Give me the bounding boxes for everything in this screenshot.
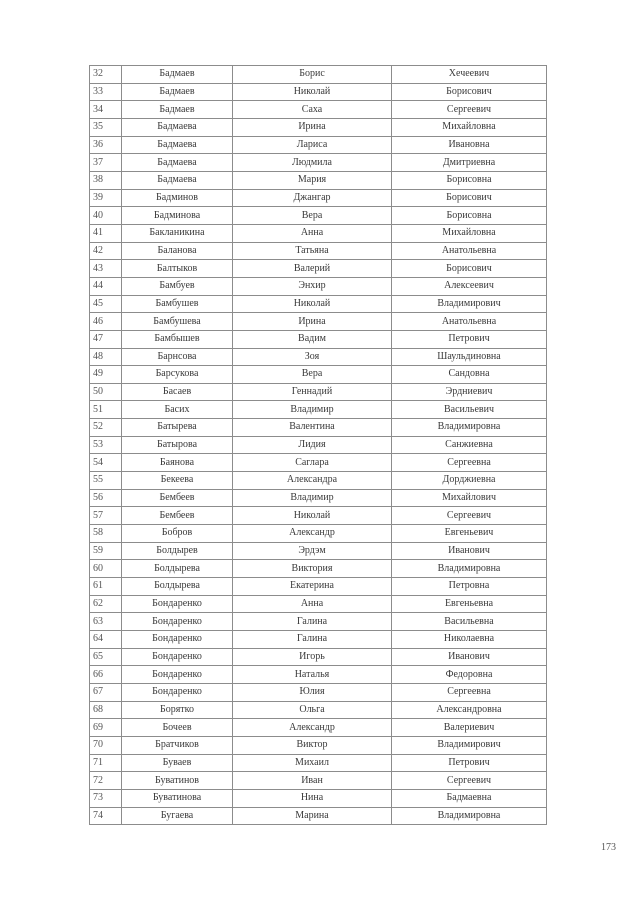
last-name-cell: Балтыков: [122, 260, 233, 278]
first-name-cell: Ольга: [233, 701, 392, 719]
first-name-cell: Ирина: [233, 118, 392, 136]
table-row: [90, 542, 547, 560]
table-row: [90, 578, 547, 596]
patronymic-cell: Анатольевна: [392, 313, 547, 331]
table-row: [90, 701, 547, 719]
first-name-cell: Александр: [233, 719, 392, 737]
first-name-cell: Михаил: [233, 754, 392, 772]
first-name-cell: Марина: [233, 807, 392, 825]
first-name-cell: Вадим: [233, 330, 392, 348]
patronymic-cell: Михайловна: [392, 118, 547, 136]
table-row: [90, 454, 547, 472]
table-row: [90, 436, 547, 454]
table-row: [90, 83, 547, 101]
row-number: 42: [90, 242, 122, 260]
patronymic-cell: Александровна: [392, 701, 547, 719]
last-name-cell: Буватинов: [122, 772, 233, 790]
row-number: 33: [90, 83, 122, 101]
last-name-cell: Бадмаева: [122, 118, 233, 136]
table-row: [90, 472, 547, 490]
patronymic-cell: Сергеевна: [392, 683, 547, 701]
last-name-cell: Бамбуев: [122, 277, 233, 295]
first-name-cell: Геннадий: [233, 383, 392, 401]
row-number: 73: [90, 789, 122, 807]
last-name-cell: Болдырева: [122, 578, 233, 596]
row-number: 69: [90, 719, 122, 737]
last-name-cell: Бондаренко: [122, 683, 233, 701]
first-name-cell: Анна: [233, 595, 392, 613]
last-name-cell: Бочеев: [122, 719, 233, 737]
last-name-cell: Бакланикина: [122, 224, 233, 242]
first-name-cell: Игорь: [233, 648, 392, 666]
last-name-cell: Бадмаева: [122, 154, 233, 172]
patronymic-cell: Анатольевна: [392, 242, 547, 260]
patronymic-cell: Сергеевна: [392, 454, 547, 472]
patronymic-cell: Эрдниевич: [392, 383, 547, 401]
last-name-cell: Батырова: [122, 436, 233, 454]
patronymic-cell: Борисович: [392, 260, 547, 278]
last-name-cell: Бондаренко: [122, 613, 233, 631]
last-name-cell: Буватинова: [122, 789, 233, 807]
last-name-cell: Бембеев: [122, 489, 233, 507]
row-number: 45: [90, 295, 122, 313]
table-row: [90, 736, 547, 754]
row-number: 54: [90, 454, 122, 472]
table-row: [90, 772, 547, 790]
table-row: [90, 525, 547, 543]
last-name-cell: Бадмаев: [122, 83, 233, 101]
row-number: 63: [90, 613, 122, 631]
table-row: [90, 101, 547, 119]
first-name-cell: Людмила: [233, 154, 392, 172]
patronymic-cell: Ивановна: [392, 136, 547, 154]
patronymic-cell: Дорджиевна: [392, 472, 547, 490]
table-row: [90, 666, 547, 684]
table-row: [90, 66, 547, 84]
last-name-cell: Бекеева: [122, 472, 233, 490]
table-row: [90, 154, 547, 172]
row-number: 56: [90, 489, 122, 507]
patronymic-cell: Петрович: [392, 330, 547, 348]
first-name-cell: Галина: [233, 613, 392, 631]
row-number: 72: [90, 772, 122, 790]
table-row: [90, 631, 547, 649]
first-name-cell: Энхир: [233, 277, 392, 295]
names-table-body: [90, 66, 547, 825]
row-number: 49: [90, 366, 122, 384]
table-row: [90, 595, 547, 613]
last-name-cell: Бондаренко: [122, 595, 233, 613]
patronymic-cell: Борисовна: [392, 171, 547, 189]
patronymic-cell: Сергеевич: [392, 772, 547, 790]
last-name-cell: Бадмаева: [122, 136, 233, 154]
patronymic-cell: Валериевич: [392, 719, 547, 737]
row-number: 40: [90, 207, 122, 225]
patronymic-cell: Владимирович: [392, 295, 547, 313]
patronymic-cell: Сергеевич: [392, 507, 547, 525]
row-number: 39: [90, 189, 122, 207]
table-row: [90, 383, 547, 401]
table-row: [90, 719, 547, 737]
row-number: 37: [90, 154, 122, 172]
row-number: 62: [90, 595, 122, 613]
row-number: 64: [90, 631, 122, 649]
patronymic-cell: Санжиевна: [392, 436, 547, 454]
row-number: 47: [90, 330, 122, 348]
row-number: 53: [90, 436, 122, 454]
first-name-cell: Саглара: [233, 454, 392, 472]
row-number: 32: [90, 66, 122, 84]
row-number: 71: [90, 754, 122, 772]
first-name-cell: Иван: [233, 772, 392, 790]
patronymic-cell: Евгеньевна: [392, 595, 547, 613]
patronymic-cell: Иванович: [392, 542, 547, 560]
first-name-cell: Борис: [233, 66, 392, 84]
patronymic-cell: Сандовна: [392, 366, 547, 384]
first-name-cell: Галина: [233, 631, 392, 649]
row-number: 70: [90, 736, 122, 754]
first-name-cell: Николай: [233, 83, 392, 101]
first-name-cell: Валентина: [233, 419, 392, 437]
row-number: 38: [90, 171, 122, 189]
row-number: 58: [90, 525, 122, 543]
last-name-cell: Бадмаев: [122, 101, 233, 119]
patronymic-cell: Петровна: [392, 578, 547, 596]
last-name-cell: Басаев: [122, 383, 233, 401]
table-row: [90, 118, 547, 136]
first-name-cell: Нина: [233, 789, 392, 807]
last-name-cell: Братчиков: [122, 736, 233, 754]
table-row: [90, 136, 547, 154]
first-name-cell: Валерий: [233, 260, 392, 278]
row-number: 68: [90, 701, 122, 719]
patronymic-cell: Борисовна: [392, 207, 547, 225]
last-name-cell: Болдырев: [122, 542, 233, 560]
table-row: [90, 401, 547, 419]
row-number: 65: [90, 648, 122, 666]
patronymic-cell: Владимировна: [392, 807, 547, 825]
first-name-cell: Зоя: [233, 348, 392, 366]
table-row: [90, 560, 547, 578]
last-name-cell: Болдырева: [122, 560, 233, 578]
first-name-cell: Владимир: [233, 401, 392, 419]
patronymic-cell: Владимировна: [392, 560, 547, 578]
row-number: 57: [90, 507, 122, 525]
row-number: 48: [90, 348, 122, 366]
patronymic-cell: Петрович: [392, 754, 547, 772]
patronymic-cell: Иванович: [392, 648, 547, 666]
last-name-cell: Борятко: [122, 701, 233, 719]
last-name-cell: Бамбушев: [122, 295, 233, 313]
first-name-cell: Анна: [233, 224, 392, 242]
row-number: 52: [90, 419, 122, 437]
patronymic-cell: Васильевна: [392, 613, 547, 631]
first-name-cell: Владимир: [233, 489, 392, 507]
table-row: [90, 754, 547, 772]
row-number: 34: [90, 101, 122, 119]
last-name-cell: Барсукова: [122, 366, 233, 384]
row-number: 60: [90, 560, 122, 578]
first-name-cell: Ирина: [233, 313, 392, 331]
table-row: [90, 366, 547, 384]
table-row: [90, 224, 547, 242]
table-row: [90, 507, 547, 525]
first-name-cell: Виктория: [233, 560, 392, 578]
table-row: [90, 613, 547, 631]
first-name-cell: Александр: [233, 525, 392, 543]
first-name-cell: Юлия: [233, 683, 392, 701]
last-name-cell: Бобров: [122, 525, 233, 543]
table-row: [90, 789, 547, 807]
table-row: [90, 683, 547, 701]
table-row: [90, 260, 547, 278]
patronymic-cell: Васильевич: [392, 401, 547, 419]
first-name-cell: Николай: [233, 295, 392, 313]
first-name-cell: Эрдэм: [233, 542, 392, 560]
first-name-cell: Саха: [233, 101, 392, 119]
table-row: [90, 242, 547, 260]
names-table-container: [89, 65, 541, 825]
last-name-cell: Бадминова: [122, 207, 233, 225]
patronymic-cell: Евгеньевич: [392, 525, 547, 543]
last-name-cell: Бамбышев: [122, 330, 233, 348]
patronymic-cell: Борисович: [392, 189, 547, 207]
row-number: 74: [90, 807, 122, 825]
first-name-cell: Наталья: [233, 666, 392, 684]
first-name-cell: Вера: [233, 207, 392, 225]
first-name-cell: Николай: [233, 507, 392, 525]
row-number: 61: [90, 578, 122, 596]
patronymic-cell: Михайловна: [392, 224, 547, 242]
table-row: [90, 348, 547, 366]
patronymic-cell: Бадмаевна: [392, 789, 547, 807]
row-number: 59: [90, 542, 122, 560]
patronymic-cell: Владимировна: [392, 419, 547, 437]
last-name-cell: Бондаренко: [122, 648, 233, 666]
row-number: 46: [90, 313, 122, 331]
row-number: 41: [90, 224, 122, 242]
row-number: 44: [90, 277, 122, 295]
row-number: 51: [90, 401, 122, 419]
patronymic-cell: Шаульдиновна: [392, 348, 547, 366]
patronymic-cell: Сергеевич: [392, 101, 547, 119]
first-name-cell: Лидия: [233, 436, 392, 454]
names-table: [89, 65, 547, 825]
table-row: [90, 489, 547, 507]
last-name-cell: Бондаренко: [122, 631, 233, 649]
last-name-cell: Бондаренко: [122, 666, 233, 684]
last-name-cell: Бадминов: [122, 189, 233, 207]
row-number: 55: [90, 472, 122, 490]
row-number: 35: [90, 118, 122, 136]
last-name-cell: Бадмаев: [122, 66, 233, 84]
first-name-cell: Александра: [233, 472, 392, 490]
table-row: [90, 313, 547, 331]
row-number: 43: [90, 260, 122, 278]
last-name-cell: Барнсова: [122, 348, 233, 366]
last-name-cell: Баянова: [122, 454, 233, 472]
last-name-cell: Буваев: [122, 754, 233, 772]
last-name-cell: Бадмаева: [122, 171, 233, 189]
patronymic-cell: Борисович: [392, 83, 547, 101]
last-name-cell: Бамбушева: [122, 313, 233, 331]
row-number: 50: [90, 383, 122, 401]
table-row: [90, 189, 547, 207]
first-name-cell: Лариса: [233, 136, 392, 154]
last-name-cell: Баланова: [122, 242, 233, 260]
first-name-cell: Джангар: [233, 189, 392, 207]
patronymic-cell: Алексеевич: [392, 277, 547, 295]
table-row: [90, 277, 547, 295]
first-name-cell: Татьяна: [233, 242, 392, 260]
last-name-cell: Батырева: [122, 419, 233, 437]
patronymic-cell: Николаевна: [392, 631, 547, 649]
patronymic-cell: Дмитриевна: [392, 154, 547, 172]
first-name-cell: Вера: [233, 366, 392, 384]
last-name-cell: Бембеев: [122, 507, 233, 525]
last-name-cell: Басих: [122, 401, 233, 419]
patronymic-cell: Михайлович: [392, 489, 547, 507]
patronymic-cell: Хечеевич: [392, 66, 547, 84]
row-number: 36: [90, 136, 122, 154]
patronymic-cell: Федоровна: [392, 666, 547, 684]
row-number: 67: [90, 683, 122, 701]
table-row: [90, 648, 547, 666]
table-row: [90, 807, 547, 825]
table-row: [90, 207, 547, 225]
first-name-cell: Екатерина: [233, 578, 392, 596]
page-number: 173: [601, 842, 616, 853]
table-row: [90, 171, 547, 189]
table-row: [90, 295, 547, 313]
first-name-cell: Виктор: [233, 736, 392, 754]
table-row: [90, 419, 547, 437]
row-number: 66: [90, 666, 122, 684]
first-name-cell: Мария: [233, 171, 392, 189]
last-name-cell: Бугаева: [122, 807, 233, 825]
table-row: [90, 330, 547, 348]
patronymic-cell: Владимирович: [392, 736, 547, 754]
